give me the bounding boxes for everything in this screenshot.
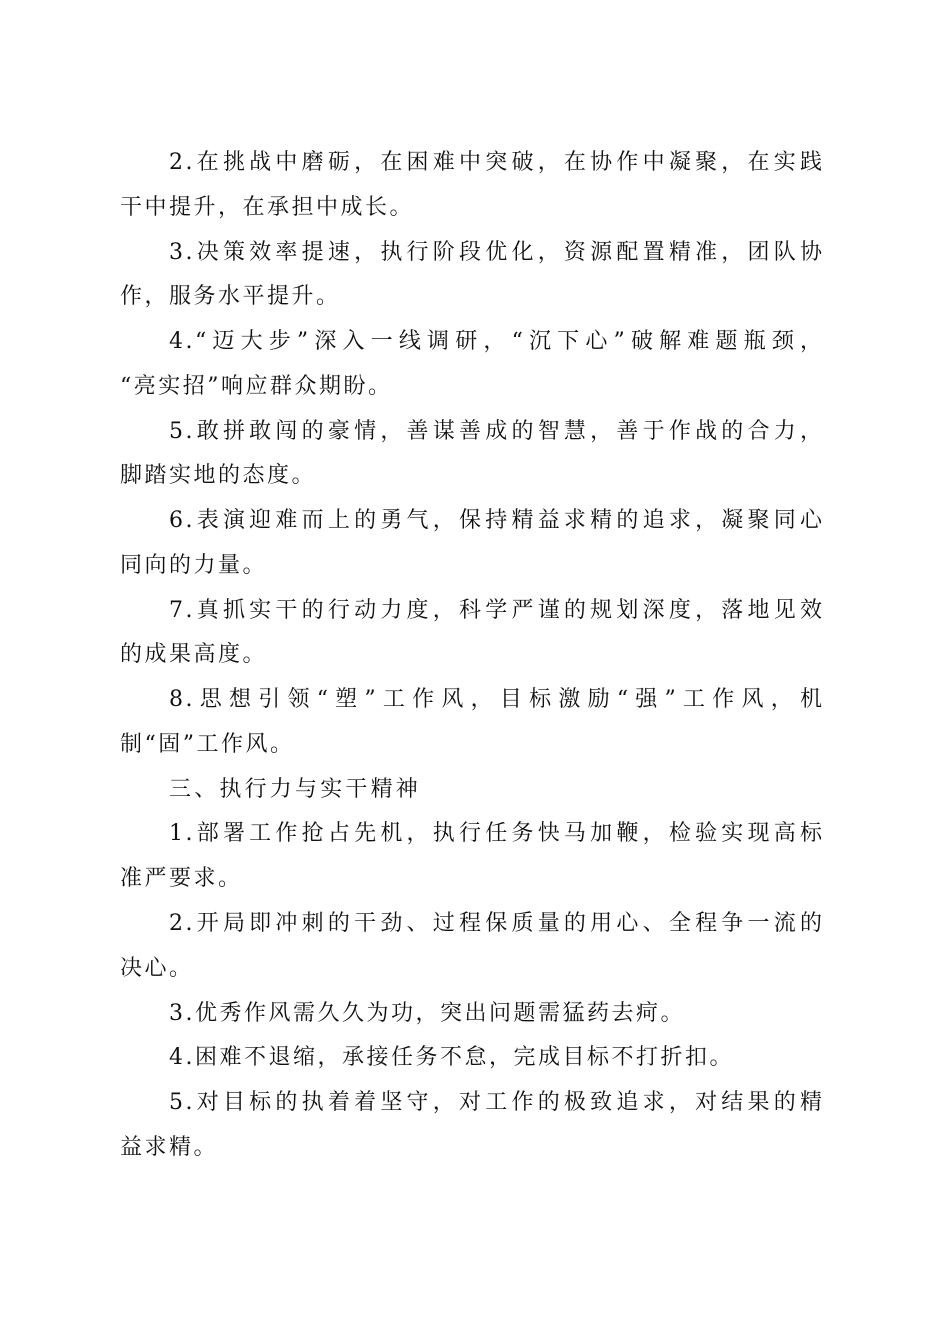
section-heading-text: 三、执行力与实干精神: [169, 776, 422, 802]
text-line: 6.表演迎难而上的勇气，保持精益求精的追求，凝聚同心: [169, 508, 825, 534]
list-item: [120, 320, 825, 410]
list-item: [120, 589, 825, 679]
list-item: [120, 231, 825, 321]
text-line: 2.开局即冲刺的干劲、过程保质量的用心、全程争一流的: [169, 911, 825, 937]
text-line: 同向的力量。: [120, 552, 268, 578]
text-line: 2.在挑战中磨砺，在困难中突破，在协作中凝聚，在实践: [169, 150, 825, 175]
text-line: 益求精。: [120, 1134, 219, 1160]
text-line: 5.对目标的执着着坚守，对工作的极致追求，对结果的精: [169, 1090, 825, 1116]
text-line: 作，服务水平提升。: [120, 284, 341, 310]
text-line: 脚踏实地的态度。: [120, 463, 317, 489]
document-page: [120, 141, 825, 1171]
text-line: 4.困难不退缩，承接任务不怠，完成目标不打折扣。: [169, 1045, 734, 1071]
text-line: 8.思想引领“塑”工作风，目标激励“强”工作风，机: [169, 687, 825, 713]
text-line: 3.决策效率提速，执行阶段优化，资源配置精准，团队协: [169, 239, 825, 265]
text-line: 决心。: [120, 955, 194, 981]
list-item: [120, 902, 825, 992]
section-heading: [120, 768, 822, 813]
list-item: [120, 1081, 825, 1171]
text-line: 的成果高度。: [120, 642, 268, 668]
list-item: [120, 992, 822, 1037]
text-line: 3.优秀作风需久久为功，突出问题需猛药去疴。: [169, 1000, 685, 1026]
list-item: [120, 499, 825, 589]
text-line: 干中提升，在承担中成长。: [120, 194, 415, 220]
text-line: 1.部署工作抢占先机，执行任务快马加鞭，检验实现高标: [169, 821, 825, 847]
text-line: 7.真抓实干的行动力度，科学严谨的规划深度，落地见效: [169, 597, 825, 623]
list-item: [120, 141, 825, 231]
text-line: “亮实招”响应群众期盼。: [120, 373, 393, 399]
list-item: [120, 812, 825, 902]
list-item: [120, 410, 825, 500]
text-line: 制“固”工作风。: [120, 731, 295, 757]
list-item: [120, 1036, 822, 1081]
text-line: 4.“迈大步”深入一线调研，“沉下心”破解难题瓶颈，: [169, 329, 825, 355]
text-line: 5.敢拼敢闯的豪情，善谋善成的智慧，善于作战的合力，: [169, 418, 825, 444]
list-item: [120, 678, 825, 768]
text-line: 准严要求。: [120, 866, 243, 892]
